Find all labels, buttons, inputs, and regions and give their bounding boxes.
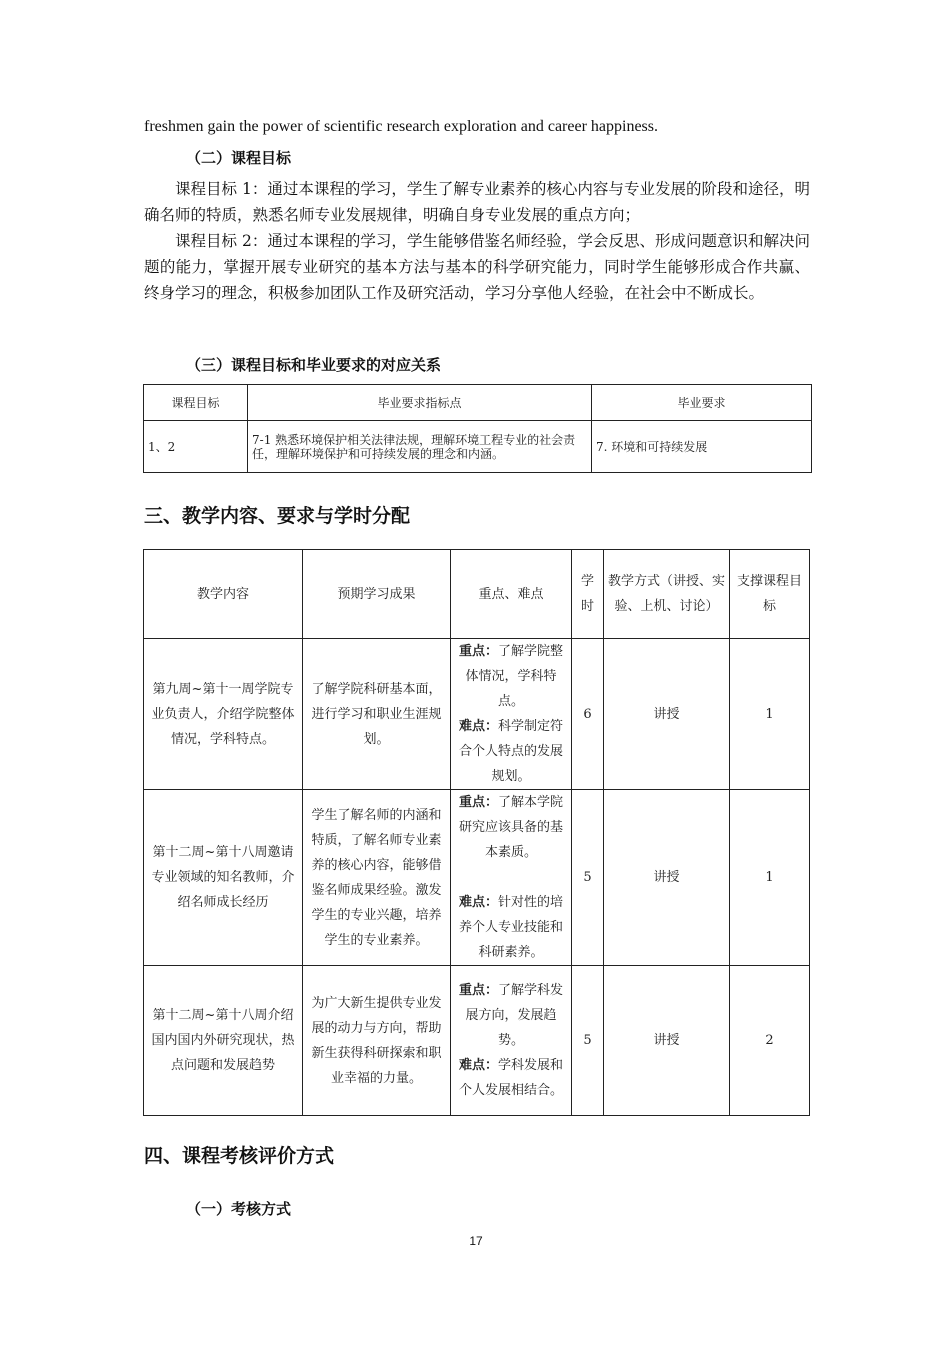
header-content: 教学内容 — [144, 550, 303, 639]
table-row — [144, 790, 810, 966]
difficulty-text: 学科发展和个人发展相结合。 — [458, 1058, 564, 1098]
assessment-heading: 四、课程考核评价方式 — [144, 1145, 335, 1167]
row-key-difficulty — [451, 966, 572, 1116]
row-hours: 5 — [572, 790, 604, 966]
mapping-header-row — [144, 385, 812, 421]
difficulty-text: 针对性的培养个人专业技能和科研素养。 — [458, 895, 564, 960]
header-method: 教学方式（讲授、实验、上机、讨论） — [604, 550, 730, 639]
objectives-heading: （二）课程目标 — [186, 149, 292, 167]
row-outcome: 了解学院科研基本面，进行学习和职业生涯规划。 — [303, 639, 451, 790]
table-row — [144, 966, 810, 1116]
row-goal: 1 — [730, 790, 810, 966]
header-hours: 学时 — [572, 550, 604, 639]
mapping-heading: （三）课程目标和毕业要求的对应关系 — [186, 356, 442, 374]
key-text: 了解本学院研究应该具备的基本素质。 — [458, 795, 564, 860]
row-content: 第十二周~第十八周介绍国内国内外研究现状，热点问题和发展趋势 — [144, 966, 303, 1116]
objectives-body — [144, 176, 810, 306]
row-content: 第九周~第十一周学院专业负责人，介绍学院整体情况，学科特点。 — [144, 639, 303, 790]
difficulty-text: 科学制定符合个人特点的发展规划。 — [458, 719, 564, 784]
difficulty-label: 难点： — [458, 1058, 498, 1073]
table-row — [144, 639, 810, 790]
header-key: 重点、难点 — [451, 550, 572, 639]
header-goal: 支撑课程目标 — [730, 550, 810, 639]
page-number: 17 — [469, 1234, 483, 1248]
row-outcome: 学生了解名师的内涵和特质，了解名师专业素养的核心内容，能够借鉴名师成果经验。激发学生的专业兴趣，培养学生的专业素养。 — [303, 790, 451, 966]
mapping-cell-indicator: 7-1 熟悉环境保护相关法律法规，理解环境工程专业的社会责任，理解环境保护和可持续发展的理念和内涵。 — [248, 421, 592, 473]
row-method: 讲授 — [604, 639, 730, 790]
row-key-difficulty — [451, 790, 572, 966]
mapping-row — [144, 421, 812, 473]
difficulty-label: 难点： — [458, 895, 498, 910]
mapping-cell-requirement: 7. 环境和可持续发展 — [592, 421, 812, 473]
key-label: 重点： — [458, 795, 498, 810]
row-method: 讲授 — [604, 790, 730, 966]
goal-2-text: 课程目标 2：通过本课程的学习，学生能够借鉴名师经验，学会反思、形成问题意识和解决问题的能力，掌握开展专业研究的基本方法与基本的科学研究能力，同时学生能够形成合作共赢、终身学习的理念，积极参加团队工作及研究活动，学习分享他人经验，在社会中不断成长。 — [144, 232, 810, 302]
mapping-header-goal: 课程目标 — [144, 385, 248, 421]
row-content: 第十二周~第十八周邀请专业领域的知名教师，介绍名师成长经历 — [144, 790, 303, 966]
intro-tail-text: freshmen gain the power of scientific research exploration and career happiness. — [144, 118, 658, 135]
row-method: 讲授 — [604, 966, 730, 1116]
mapping-table — [143, 384, 812, 473]
row-hours: 5 — [572, 966, 604, 1116]
row-key-difficulty — [451, 639, 572, 790]
mapping-header-requirement: 毕业要求 — [592, 385, 812, 421]
row-outcome: 为广大新生提供专业发展的动力与方向，帮助新生获得科研探索和职业幸福的力量。 — [303, 966, 451, 1116]
key-text: 了解学院整体情况，学科特点。 — [465, 644, 564, 709]
goal-1-text: 课程目标 1：通过本课程的学习，学生了解专业素养的核心内容与专业发展的阶段和途径，明确名师的特质，熟悉名师专业发展规律，明确自身专业发展的重点方向； — [144, 180, 810, 224]
assessment-subheading: （一）考核方式 — [186, 1200, 292, 1218]
difficulty-label: 难点： — [458, 719, 498, 734]
row-hours: 6 — [572, 639, 604, 790]
row-goal: 1 — [730, 639, 810, 790]
mapping-header-indicator: 毕业要求指标点 — [248, 385, 592, 421]
content-table — [143, 549, 810, 1116]
content-heading: 三、教学内容、要求与学时分配 — [144, 505, 411, 527]
content-header-row — [144, 550, 810, 639]
mapping-cell-goal: 1、2 — [144, 421, 248, 473]
row-goal: 2 — [730, 966, 810, 1116]
key-text: 了解学科发展方向，发展趋势。 — [465, 983, 564, 1048]
key-label: 重点： — [458, 644, 498, 659]
key-label: 重点： — [458, 983, 498, 998]
header-outcome: 预期学习成果 — [303, 550, 451, 639]
